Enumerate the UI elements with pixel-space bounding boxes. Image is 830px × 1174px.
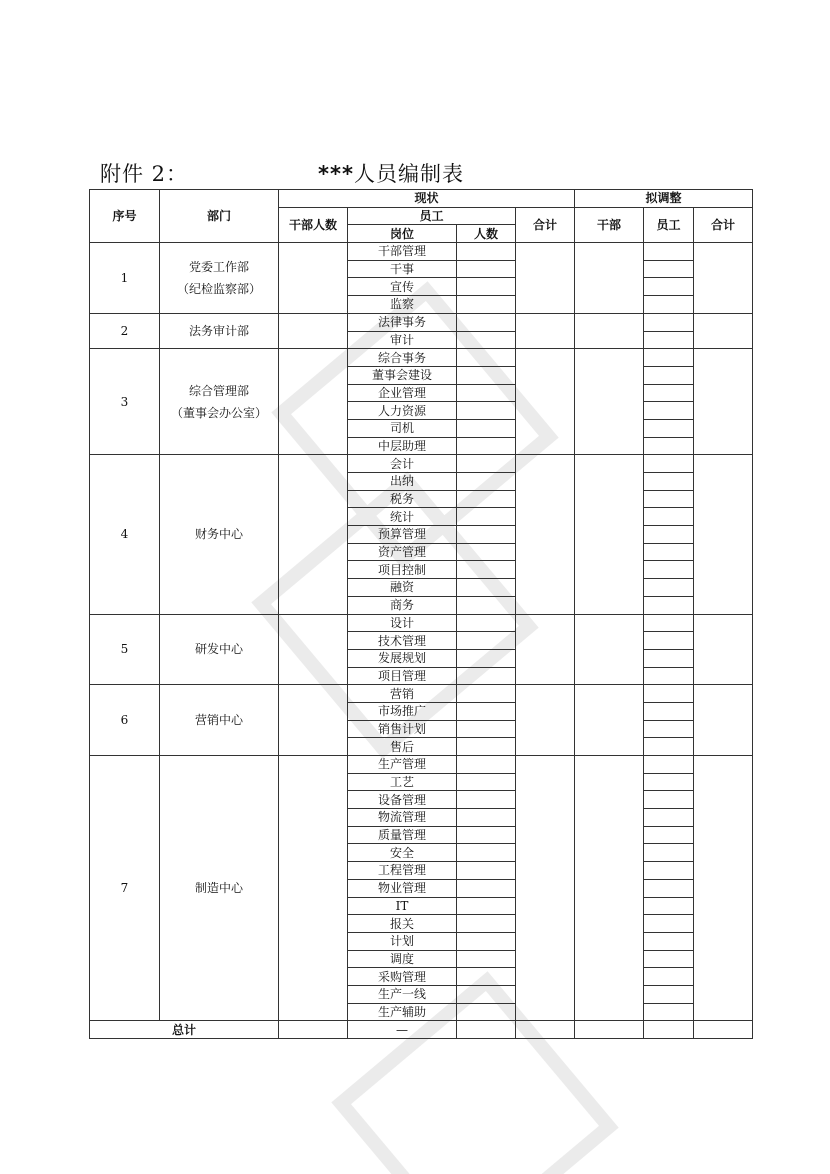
headcount-cell	[457, 596, 516, 614]
proposed-employee-cell	[644, 809, 694, 827]
position-cell: 董事会建设	[348, 366, 457, 384]
position-cell: 售后	[348, 738, 457, 756]
position-cell: 统计	[348, 508, 457, 526]
headcount-cell	[457, 579, 516, 597]
headcount-cell	[457, 526, 516, 544]
dept-index: 6	[90, 685, 160, 756]
proposed-employee-cell	[644, 296, 694, 314]
dept-name-cell	[160, 349, 279, 455]
headcount-cell	[457, 561, 516, 579]
total-headcount-cell	[457, 1021, 516, 1039]
proposed-employee-cell	[644, 968, 694, 986]
position-cell: 销售计划	[348, 720, 457, 738]
proposed-total-cell	[694, 243, 753, 314]
position-cell: 物流管理	[348, 809, 457, 827]
proposed-employee-cell	[644, 1003, 694, 1021]
position-cell: 法律事务	[348, 313, 457, 331]
proposed-employee-cell	[644, 897, 694, 915]
proposed-employee-cell	[644, 985, 694, 1003]
position-cell: 设备管理	[348, 791, 457, 809]
position-cell: 资产管理	[348, 543, 457, 561]
headcount-cell	[457, 791, 516, 809]
headcount-cell	[457, 862, 516, 880]
position-cell: 综合事务	[348, 349, 457, 367]
dept-name-cell	[160, 685, 279, 756]
headcount-cell	[457, 402, 516, 420]
headcount-cell	[457, 384, 516, 402]
col-header-proposed: 拟调整	[575, 190, 753, 208]
position-cell: 生产管理	[348, 756, 457, 774]
total-proposed-cadre-cell	[575, 1021, 644, 1039]
table-row	[90, 243, 753, 261]
proposed-total-cell	[694, 756, 753, 1021]
proposed-employee-cell	[644, 561, 694, 579]
total-subtotal-cell	[516, 1021, 575, 1039]
proposed-employee-cell	[644, 243, 694, 261]
proposed-employee-cell	[644, 932, 694, 950]
position-cell: 会计	[348, 455, 457, 473]
dept-subname: （董事会办公室）	[170, 405, 267, 420]
headcount-cell	[457, 614, 516, 632]
position-cell: 安全	[348, 844, 457, 862]
position-cell: 工程管理	[348, 862, 457, 880]
title-prefix: ***	[318, 162, 354, 186]
proposed-employee-cell	[644, 473, 694, 491]
proposed-employee-cell	[644, 278, 694, 296]
proposed-cadre-cell	[575, 614, 644, 685]
position-cell: 营销	[348, 685, 457, 703]
position-cell: 融资	[348, 579, 457, 597]
position-cell: 调度	[348, 950, 457, 968]
proposed-employee-cell	[644, 331, 694, 349]
position-cell: 司机	[348, 419, 457, 437]
proposed-cadre-cell	[575, 756, 644, 1021]
col-header-subtotal: 合计	[516, 207, 575, 242]
proposed-employee-cell	[644, 437, 694, 455]
proposed-total-cell	[694, 685, 753, 756]
dept-name-cell	[160, 756, 279, 1021]
headcount-cell	[457, 685, 516, 703]
position-cell: 生产辅助	[348, 1003, 457, 1021]
proposed-employee-cell	[644, 950, 694, 968]
table-row	[90, 756, 753, 774]
headcount-cell	[457, 437, 516, 455]
col-header-headcount: 人数	[457, 225, 516, 243]
proposed-employee-cell	[644, 702, 694, 720]
proposed-employee-cell	[644, 349, 694, 367]
title-suffix: 人员编制表	[353, 162, 464, 186]
proposed-employee-cell	[644, 579, 694, 597]
position-cell: 宣传	[348, 278, 457, 296]
position-cell: 税务	[348, 490, 457, 508]
dept-name: 研发中心	[194, 642, 243, 657]
position-cell: 发展规划	[348, 649, 457, 667]
headcount-cell	[457, 879, 516, 897]
total-position-cell: —	[348, 1021, 457, 1039]
proposed-cadre-cell	[575, 313, 644, 348]
headcount-cell	[457, 985, 516, 1003]
headcount-cell	[457, 419, 516, 437]
table-row	[90, 313, 753, 331]
subtotal-cell	[516, 685, 575, 756]
proposed-total-cell	[694, 313, 753, 348]
subtotal-cell	[516, 614, 575, 685]
position-cell: 预算管理	[348, 526, 457, 544]
table-row	[90, 349, 753, 367]
proposed-employee-cell	[644, 543, 694, 561]
proposed-employee-cell	[644, 685, 694, 703]
col-header-proposed-employee: 员工	[644, 207, 694, 242]
proposed-employee-cell	[644, 791, 694, 809]
col-header-proposed-total: 合计	[694, 207, 753, 242]
subtotal-cell	[516, 756, 575, 1021]
headcount-cell	[457, 490, 516, 508]
headcount-cell	[457, 543, 516, 561]
position-cell: 计划	[348, 932, 457, 950]
proposed-employee-cell	[644, 649, 694, 667]
dept-name: 综合管理部	[188, 383, 249, 398]
proposed-cadre-cell	[575, 349, 644, 455]
subtotal-cell	[516, 313, 575, 348]
cadre-count-cell	[279, 685, 348, 756]
position-cell: 人力资源	[348, 402, 457, 420]
table-row	[90, 614, 753, 632]
position-cell: 项目控制	[348, 561, 457, 579]
cadre-count-cell	[279, 756, 348, 1021]
proposed-employee-cell	[644, 720, 694, 738]
proposed-employee-cell	[644, 773, 694, 791]
headcount-cell	[457, 313, 516, 331]
dept-index: 3	[90, 349, 160, 455]
table-row	[90, 685, 753, 703]
headcount-cell	[457, 738, 516, 756]
headcount-cell	[457, 950, 516, 968]
dept-name: 制造中心	[194, 881, 243, 896]
proposed-employee-cell	[644, 756, 694, 774]
proposed-employee-cell	[644, 384, 694, 402]
proposed-employee-cell	[644, 455, 694, 473]
position-cell: 干部管理	[348, 243, 457, 261]
attachment-label: 附件 2：	[100, 162, 189, 186]
proposed-employee-cell	[644, 738, 694, 756]
headcount-cell	[457, 809, 516, 827]
position-cell: 审计	[348, 331, 457, 349]
cadre-count-cell	[279, 313, 348, 348]
proposed-cadre-cell	[575, 243, 644, 314]
dept-subname: （纪检监察部）	[176, 281, 261, 296]
dept-index: 7	[90, 756, 160, 1021]
headcount-cell	[457, 473, 516, 491]
position-cell: IT	[348, 897, 457, 915]
position-cell: 质量管理	[348, 826, 457, 844]
proposed-cadre-cell	[575, 685, 644, 756]
headcount-cell	[457, 1003, 516, 1021]
cadre-count-cell	[279, 455, 348, 614]
proposed-employee-cell	[644, 915, 694, 933]
proposed-total-cell	[694, 455, 753, 614]
position-cell: 企业管理	[348, 384, 457, 402]
headcount-cell	[457, 278, 516, 296]
position-cell: 项目管理	[348, 667, 457, 685]
proposed-employee-cell	[644, 402, 694, 420]
proposed-total-cell	[694, 614, 753, 685]
proposed-employee-cell	[644, 508, 694, 526]
col-header-position: 岗位	[348, 225, 457, 243]
position-cell: 商务	[348, 596, 457, 614]
proposed-employee-cell	[644, 862, 694, 880]
headcount-cell	[457, 455, 516, 473]
dept-name: 财务中心	[194, 527, 243, 542]
table-row	[90, 455, 753, 473]
headcount-cell	[457, 897, 516, 915]
cadre-count-cell	[279, 243, 348, 314]
position-cell: 干事	[348, 260, 457, 278]
dept-index: 4	[90, 455, 160, 614]
proposed-employee-cell	[644, 614, 694, 632]
position-cell: 物业管理	[348, 879, 457, 897]
position-cell: 中层助理	[348, 437, 457, 455]
proposed-employee-cell	[644, 879, 694, 897]
headcount-cell	[457, 915, 516, 933]
proposed-employee-cell	[644, 490, 694, 508]
position-cell: 技术管理	[348, 632, 457, 650]
dept-index: 5	[90, 614, 160, 685]
dept-index: 1	[90, 243, 160, 314]
headcount-cell	[457, 667, 516, 685]
total-row	[90, 1021, 753, 1039]
position-cell: 报关	[348, 915, 457, 933]
staffing-table	[89, 189, 753, 1039]
proposed-employee-cell	[644, 313, 694, 331]
headcount-cell	[457, 773, 516, 791]
dept-name-cell	[160, 614, 279, 685]
headcount-cell	[457, 296, 516, 314]
total-proposed-employee-cell	[644, 1021, 694, 1039]
dept-name-cell	[160, 313, 279, 348]
col-header-proposed-cadre: 干部	[575, 207, 644, 242]
proposed-employee-cell	[644, 366, 694, 384]
proposed-employee-cell	[644, 260, 694, 278]
cadre-count-cell	[279, 349, 348, 455]
title-row	[100, 158, 800, 188]
headcount-cell	[457, 508, 516, 526]
dept-name-cell	[160, 455, 279, 614]
headcount-cell	[457, 968, 516, 986]
proposed-employee-cell	[644, 632, 694, 650]
dept-name: 营销中心	[194, 713, 243, 728]
position-cell: 生产一线	[348, 985, 457, 1003]
proposed-employee-cell	[644, 826, 694, 844]
headcount-cell	[457, 844, 516, 862]
col-header-index: 序号	[90, 190, 160, 243]
headcount-cell	[457, 756, 516, 774]
col-header-cadre-count: 干部人数	[279, 207, 348, 242]
headcount-cell	[457, 260, 516, 278]
position-cell: 设计	[348, 614, 457, 632]
position-cell: 监察	[348, 296, 457, 314]
position-cell: 工艺	[348, 773, 457, 791]
headcount-cell	[457, 243, 516, 261]
total-proposed-total-cell	[694, 1021, 753, 1039]
headcount-cell	[457, 632, 516, 650]
headcount-cell	[457, 826, 516, 844]
total-cadre-cell	[279, 1021, 348, 1039]
headcount-cell	[457, 649, 516, 667]
headcount-cell	[457, 932, 516, 950]
col-header-current: 现状	[279, 190, 575, 208]
position-cell: 出纳	[348, 473, 457, 491]
proposed-employee-cell	[644, 844, 694, 862]
proposed-employee-cell	[644, 667, 694, 685]
position-cell: 采购管理	[348, 968, 457, 986]
col-header-employee: 员工	[348, 207, 516, 225]
headcount-cell	[457, 331, 516, 349]
headcount-cell	[457, 720, 516, 738]
proposed-total-cell	[694, 349, 753, 455]
cadre-count-cell	[279, 614, 348, 685]
dept-name: 法务审计部	[188, 324, 249, 338]
headcount-cell	[457, 702, 516, 720]
dept-index: 2	[90, 313, 160, 348]
page-title	[318, 158, 464, 188]
subtotal-cell	[516, 349, 575, 455]
proposed-employee-cell	[644, 419, 694, 437]
proposed-employee-cell	[644, 596, 694, 614]
headcount-cell	[457, 349, 516, 367]
total-label: 总计	[90, 1021, 279, 1039]
position-cell: 市场推广	[348, 702, 457, 720]
dept-name: 党委工作部	[188, 259, 249, 274]
proposed-employee-cell	[644, 526, 694, 544]
proposed-cadre-cell	[575, 455, 644, 614]
headcount-cell	[457, 366, 516, 384]
col-header-department: 部门	[160, 190, 279, 243]
dept-name-cell	[160, 243, 279, 314]
subtotal-cell	[516, 243, 575, 314]
subtotal-cell	[516, 455, 575, 614]
